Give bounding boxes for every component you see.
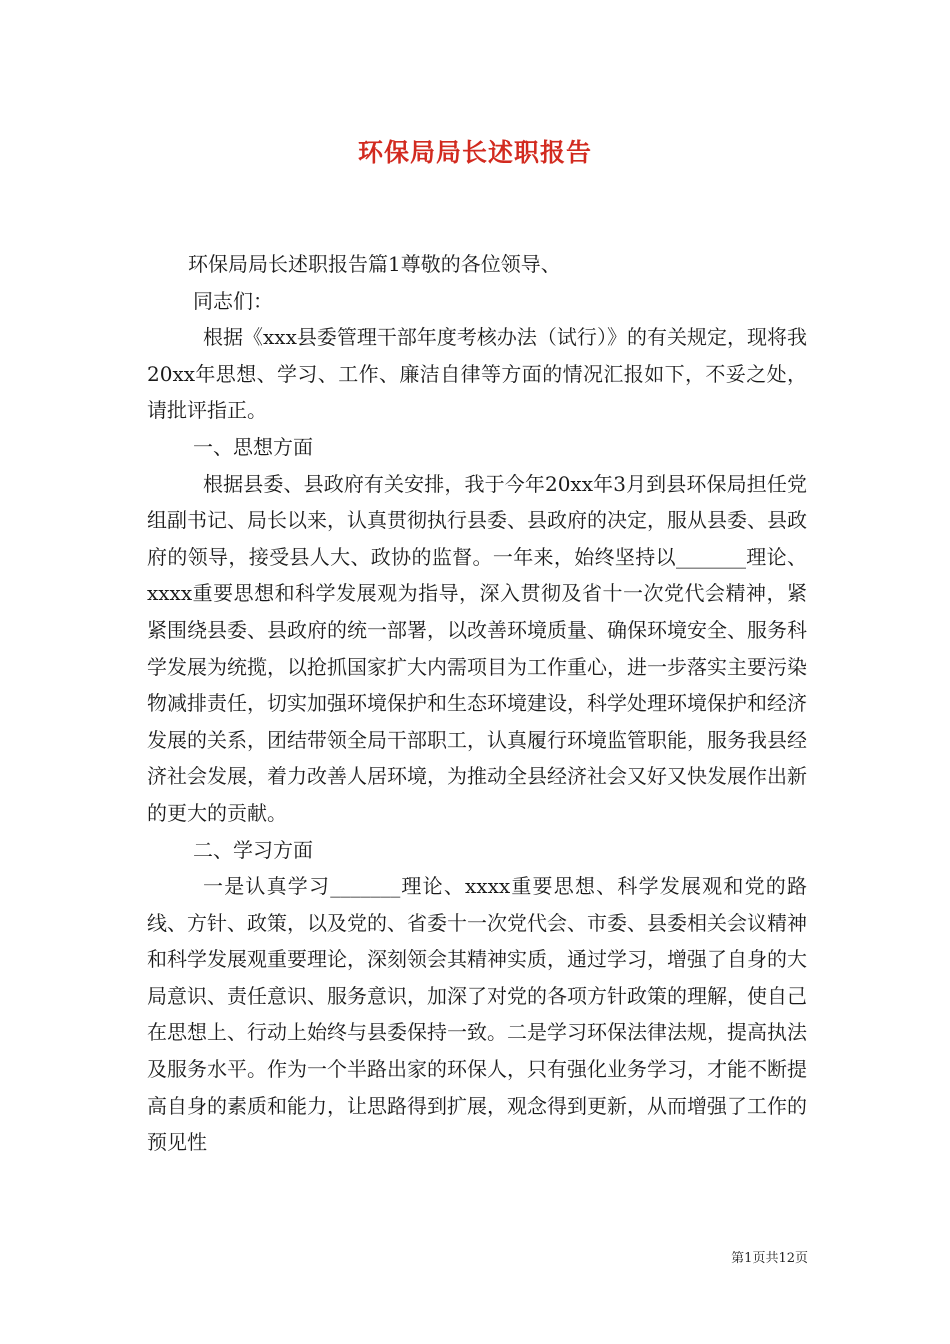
section-heading-thought: 一、思想方面 [193,434,313,459]
section-heading-study: 二、学习方面 [193,837,313,862]
paragraph-intro: 环保局局长述职报告篇1尊敬的各位领导、 [188,252,561,276]
document-title: 环保局局长述职报告 [357,138,592,167]
page-number-footer: 第1页共12页 [731,1251,808,1266]
paragraph-salutation: 同志们： [193,288,273,313]
paragraph-preamble: 根据《xxx县委管理干部年度考核办法（试行）》的有关规定，现将我20xx年思想、学习、工作、廉洁自律等方面的情况汇报如下，不妥之处，请批评指正。 [147,325,807,423]
document-body [147,246,807,1161]
paragraph-thought: 根据县委、县政府有关安排，我于今年20xx年3月到县环保局担任党组副书记、局长以来，认真贯彻执行县委、县政府的决定，服从县委、县政府的领导，接受县人大、政协的监督。一年来，始终坚持以_______理论、xxxx重要思想和科学发展观为指导，深入贯彻及省十一次党代会精神，紧紧围绕县委、县政府的统一部署，以改善环境质量、确保环境安全、服务科学发展为统揽，以抢抓国家扩大内需项目为工作重心，进一步落实主要污染物减排责任，切实加强环境保护和生态环境建设，科学处理环境保护和经济发展的关系，团结带领全局干部职工，认真履行环境监管职能，服务我县经济社会发展，着力改善人居环境，为推动全县经济社会又好又快发展作出新的更大的贡献。 [147,471,807,825]
paragraph-study: 一是认真学习_______理论、xxxx重要思想、科学发展观和党的路线、方针、政策，以及党的、省委十一次党代会、市委、县委相关会议精神和科学发展观重要理论，深刻领会其精神实质，通过学习，增强了自身的大局意识、责任意识、服务意识，加深了对党的各项方针政策的理解，使自己在思想上、行动上始终与县委保持一致。二是学习环保法律法规，提高执法及服务水平。作为一个半路出家的环保人，只有强化业务学习，才能不断提高自身的素质和能力，让思路得到扩展，观念得到更新，从而增强了工作的预见性 [147,874,807,1155]
